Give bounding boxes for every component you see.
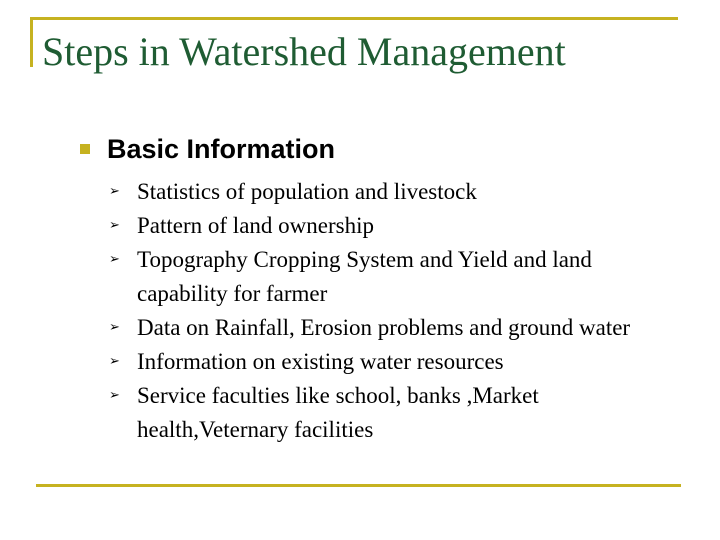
list-item-text: Data on Rainfall, Erosion problems and ground water bbox=[137, 315, 631, 340]
arrowhead-bullet-icon: ➢ bbox=[109, 252, 120, 267]
list-item bbox=[109, 311, 679, 345]
arrowhead-bullet-icon: ➢ bbox=[109, 320, 120, 335]
section-heading: Basic Information bbox=[107, 134, 336, 164]
sub-bullet-list bbox=[109, 175, 679, 447]
frame-left-rule bbox=[30, 17, 33, 67]
list-item bbox=[109, 243, 679, 311]
list-item bbox=[109, 379, 679, 447]
list-item-text: Statistics of population and livestock bbox=[137, 179, 477, 204]
frame-bottom-rule bbox=[36, 484, 681, 487]
square-bullet-icon bbox=[80, 144, 90, 154]
arrowhead-bullet-icon: ➢ bbox=[109, 218, 120, 233]
frame-top-rule bbox=[30, 17, 678, 20]
list-item-text: Information on existing water resources bbox=[137, 349, 504, 374]
slide-title: Steps in Watershed Management bbox=[42, 29, 566, 74]
list-item-text: Pattern of land ownership bbox=[137, 213, 374, 238]
arrowhead-bullet-icon: ➢ bbox=[109, 388, 120, 403]
list-item bbox=[109, 209, 679, 243]
list-item bbox=[109, 175, 679, 209]
bullet-basic-information bbox=[80, 132, 335, 166]
list-item-text: Topography Cropping System and Yield and land capability for farmer bbox=[137, 247, 592, 306]
arrowhead-bullet-icon: ➢ bbox=[109, 354, 120, 369]
list-item-text: Service faculties like school, banks ,Market health,Veternary facilities bbox=[137, 383, 539, 442]
arrowhead-bullet-icon: ➢ bbox=[109, 184, 120, 199]
list-item bbox=[109, 345, 679, 379]
